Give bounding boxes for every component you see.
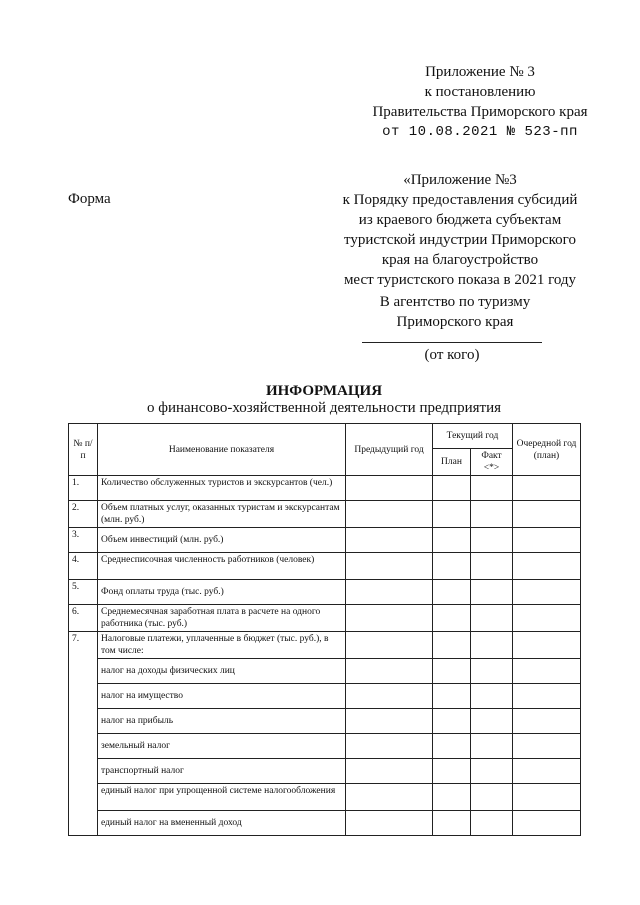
previous-year-cell[interactable] xyxy=(346,580,433,605)
column-header-next-year: Очередной год (план) xyxy=(513,424,581,476)
next-year-cell[interactable] xyxy=(513,580,581,605)
plan-cell[interactable] xyxy=(433,709,471,734)
column-header-current-year: Текущий год xyxy=(433,424,513,449)
procedure-appendix-line: «Приложение №3 xyxy=(403,172,517,188)
fact-cell[interactable] xyxy=(471,553,513,580)
sender-caption: (от кого) xyxy=(424,347,480,363)
column-header-number: № п/п xyxy=(69,424,98,476)
column-header-fact: Факт <*> xyxy=(471,449,513,476)
previous-year-cell[interactable] xyxy=(346,684,433,709)
previous-year-cell[interactable] xyxy=(346,553,433,580)
fact-cell[interactable] xyxy=(471,528,513,553)
table-header-row xyxy=(69,424,581,449)
next-year-cell[interactable] xyxy=(513,476,581,501)
appendix-number: Приложение № 3 xyxy=(425,64,535,80)
addressee-line: В агентство по туризму xyxy=(379,294,531,310)
next-year-cell[interactable] xyxy=(513,632,581,659)
row-indicator-name: Количество обслуженных туристов и экскурсантов (чел.) xyxy=(98,476,346,501)
plan-cell[interactable] xyxy=(433,759,471,784)
row-number: 4. xyxy=(69,553,98,580)
fact-cell[interactable] xyxy=(471,811,513,836)
previous-year-cell[interactable] xyxy=(346,501,433,528)
fact-cell[interactable] xyxy=(471,632,513,659)
fact-cell[interactable] xyxy=(471,659,513,684)
resolution-date-number: от 10.08.2021 № 523-пп xyxy=(382,124,578,140)
row-indicator-name: Фонд оплаты труда (тыс. руб.) xyxy=(98,580,346,605)
previous-year-cell[interactable] xyxy=(346,811,433,836)
plan-cell[interactable] xyxy=(433,734,471,759)
procedure-appendix-line: мест туристского показа в 2021 году xyxy=(343,272,577,288)
previous-year-cell[interactable] xyxy=(346,632,433,659)
plan-cell[interactable] xyxy=(433,784,471,811)
row-indicator-name: Налоговые платежи, уплаченные в бюджет (тыс. руб.), в том числе: xyxy=(98,632,346,659)
row-indicator-name: налог на имущество xyxy=(98,684,346,709)
addressee-block xyxy=(340,292,570,332)
column-header-previous-year: Предыдущий год xyxy=(346,424,433,476)
fact-cell[interactable] xyxy=(471,759,513,784)
fact-cell[interactable] xyxy=(471,734,513,759)
row-indicator-name: единый налог на вмененный доход xyxy=(98,811,346,836)
fact-cell[interactable] xyxy=(471,476,513,501)
row-indicator-name: Среднемесячная заработная плата в расчете на одного работника (тыс. руб.) xyxy=(98,605,346,632)
row-indicator-name: Среднесписочная численность работников (человек) xyxy=(98,553,346,580)
sender-underline xyxy=(362,342,542,343)
plan-cell[interactable] xyxy=(433,553,471,580)
procedure-appendix-line: из краевого бюджета субъектам xyxy=(358,212,562,228)
table-row xyxy=(69,684,581,709)
next-year-cell[interactable] xyxy=(513,734,581,759)
table-row xyxy=(69,659,581,684)
plan-cell[interactable] xyxy=(433,811,471,836)
previous-year-cell[interactable] xyxy=(346,659,433,684)
row-indicator-name: транспортный налог xyxy=(98,759,346,784)
table-row xyxy=(69,580,581,605)
row-indicator-name: Объем инвестиций (млн. руб.) xyxy=(98,528,346,553)
table-row xyxy=(69,632,581,659)
plan-cell[interactable] xyxy=(433,684,471,709)
next-year-cell[interactable] xyxy=(513,501,581,528)
previous-year-cell[interactable] xyxy=(346,784,433,811)
next-year-cell[interactable] xyxy=(513,759,581,784)
previous-year-cell[interactable] xyxy=(346,605,433,632)
plan-cell[interactable] xyxy=(433,501,471,528)
procedure-appendix-block xyxy=(320,170,600,290)
next-year-cell[interactable] xyxy=(513,784,581,811)
next-year-cell[interactable] xyxy=(513,528,581,553)
fact-cell[interactable] xyxy=(471,580,513,605)
row-indicator-name: Объем платных услуг, оказанных туристам и экскурсантам (млн. руб.) xyxy=(98,501,346,528)
plan-cell[interactable] xyxy=(433,659,471,684)
government-name: Правительства Приморского края xyxy=(372,104,588,120)
row-indicator-name: земельный налог xyxy=(98,734,346,759)
table-row xyxy=(69,784,581,811)
column-header-indicator: Наименование показателя xyxy=(98,424,346,476)
previous-year-cell[interactable] xyxy=(346,476,433,501)
next-year-cell[interactable] xyxy=(513,811,581,836)
table-row xyxy=(69,501,581,528)
column-header-plan: План xyxy=(433,449,471,476)
document-subtitle: о финансово-хозяйственной деятельности предприятия xyxy=(147,400,501,416)
previous-year-cell[interactable] xyxy=(346,734,433,759)
next-year-cell[interactable] xyxy=(513,709,581,734)
fact-cell[interactable] xyxy=(471,501,513,528)
row-number: 3. xyxy=(69,528,98,553)
document-title: ИНФОРМАЦИЯ xyxy=(265,383,383,399)
row-indicator-name: налог на прибыль xyxy=(98,709,346,734)
procedure-appendix-line: туристской индустрии Приморского xyxy=(344,232,576,248)
row-number: 5. xyxy=(69,580,98,605)
financial-info-table xyxy=(68,423,581,836)
row-number: 7. xyxy=(69,632,98,836)
plan-cell[interactable] xyxy=(433,580,471,605)
procedure-appendix-line: края на благоустройство xyxy=(381,252,539,268)
resolution-reference: к постановлению xyxy=(424,84,536,100)
table-row xyxy=(69,476,581,501)
procedure-appendix-line: к Порядку предоставления субсидий xyxy=(342,192,578,208)
plan-cell[interactable] xyxy=(433,605,471,632)
table-row xyxy=(69,734,581,759)
fact-cell[interactable] xyxy=(471,605,513,632)
fact-cell[interactable] xyxy=(471,709,513,734)
next-year-cell[interactable] xyxy=(513,684,581,709)
table-row xyxy=(69,759,581,784)
plan-cell[interactable] xyxy=(433,528,471,553)
table-row xyxy=(69,811,581,836)
table-row xyxy=(69,605,581,632)
form-label: Форма xyxy=(68,191,111,207)
row-indicator-name: единый налог при упрощенной системе налогообложения xyxy=(98,784,346,811)
next-year-cell[interactable] xyxy=(513,659,581,684)
next-year-cell[interactable] xyxy=(513,605,581,632)
fact-cell[interactable] xyxy=(471,784,513,811)
next-year-cell[interactable] xyxy=(513,553,581,580)
table-row xyxy=(69,553,581,580)
previous-year-cell[interactable] xyxy=(346,759,433,784)
table-row xyxy=(69,528,581,553)
previous-year-cell[interactable] xyxy=(346,528,433,553)
table-row xyxy=(69,709,581,734)
addressee-line: Приморского края xyxy=(396,314,514,330)
plan-cell[interactable] xyxy=(433,632,471,659)
row-number: 6. xyxy=(69,605,98,632)
row-indicator-name: налог на доходы физических лиц xyxy=(98,659,346,684)
plan-cell[interactable] xyxy=(433,476,471,501)
row-number: 1. xyxy=(69,476,98,501)
previous-year-cell[interactable] xyxy=(346,709,433,734)
row-number: 2. xyxy=(69,501,98,528)
fact-cell[interactable] xyxy=(471,684,513,709)
